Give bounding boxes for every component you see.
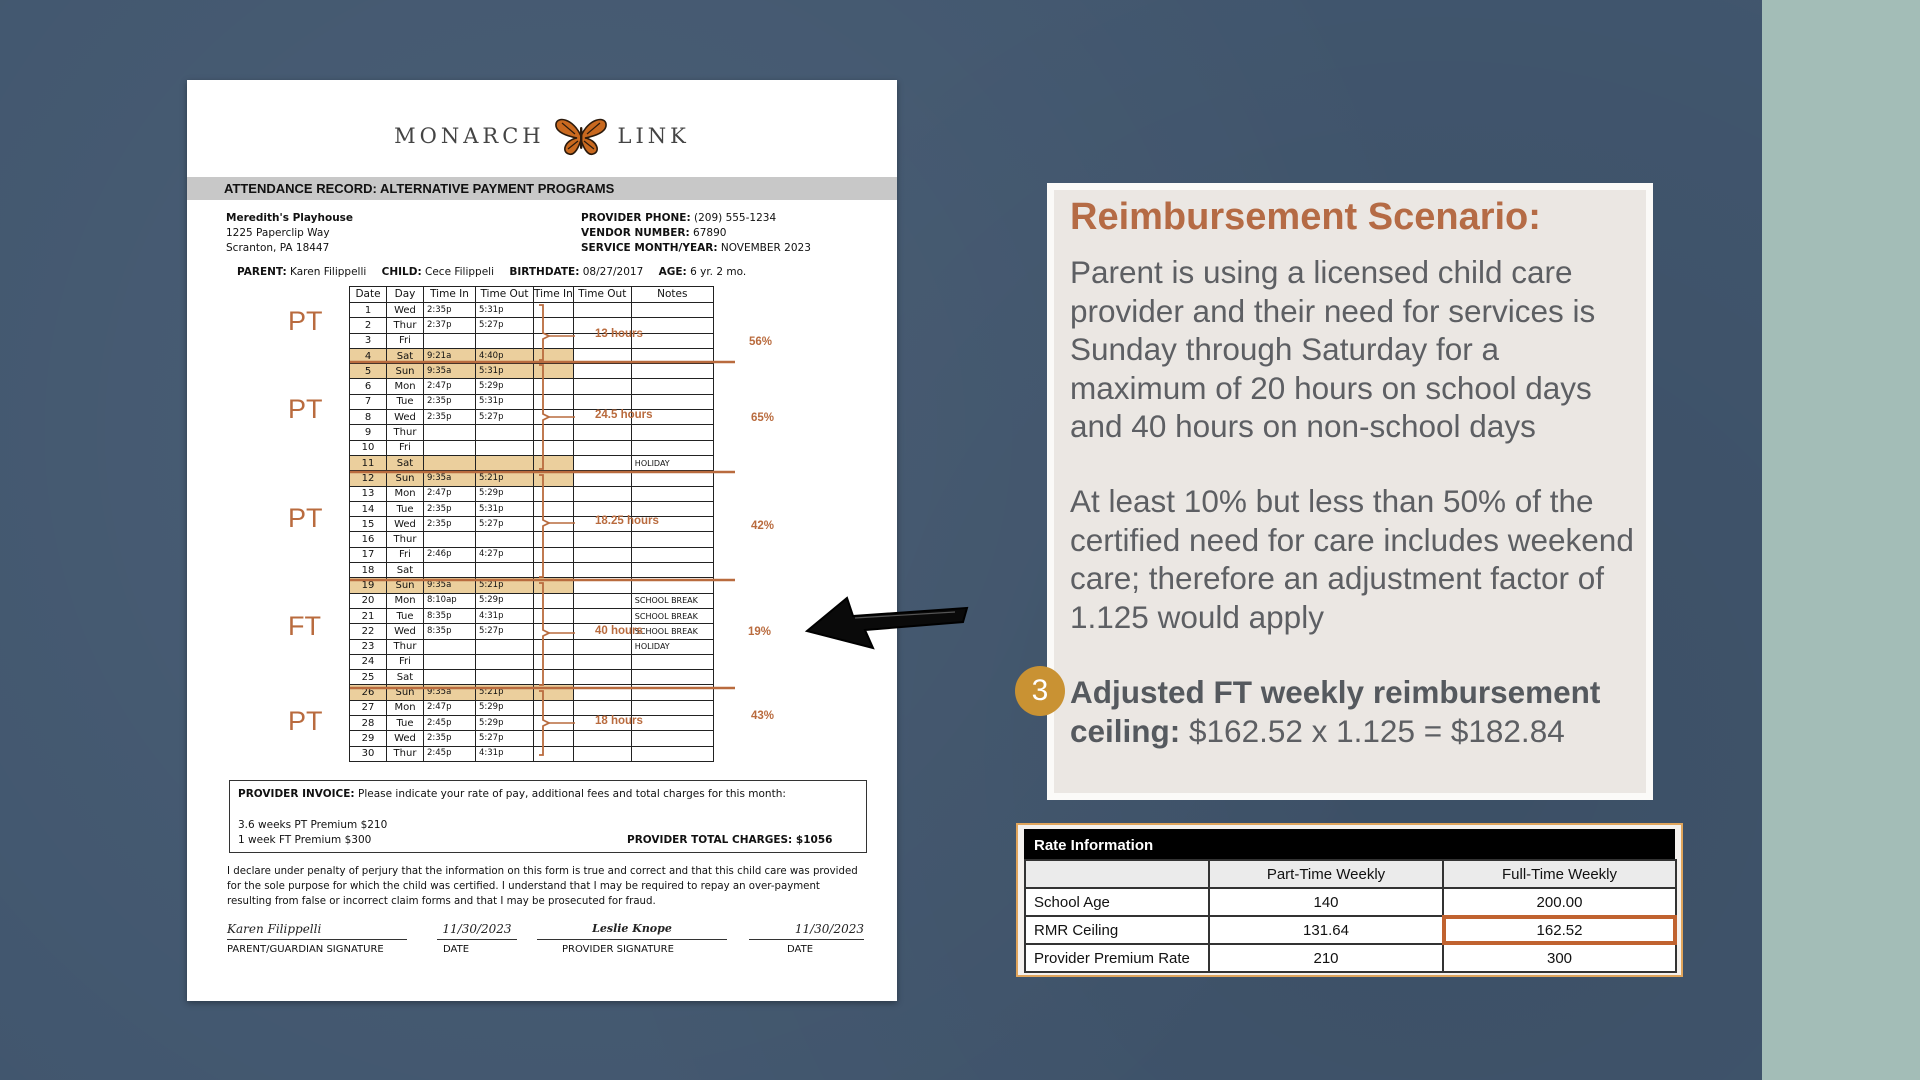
time-out-cell: 5:29p <box>476 486 534 501</box>
day-cell: Tue <box>387 394 424 409</box>
time-in-cell: 2:47p <box>424 486 476 501</box>
age: 6 yr. 2 mo. <box>690 266 747 278</box>
day-cell: Sun <box>387 685 424 700</box>
date-cell: 18 <box>350 563 387 578</box>
column-header-time-in-2: Time In <box>534 287 574 303</box>
parent-name: Karen Filippelli <box>290 266 367 278</box>
date-cell: 6 <box>350 379 387 394</box>
reimbursement-scenario-card <box>1054 190 1646 793</box>
rate-full-time-value: 200.00 <box>1443 888 1676 916</box>
weekend-percent-annotation: 65% <box>751 412 775 424</box>
time-in-cell: 9:21a <box>424 348 476 363</box>
vendor-label: VENDOR NUMBER: <box>581 227 690 239</box>
week-hours-annotation: 18.25 hours <box>595 515 659 527</box>
parent-signature-date: 11/30/2023 <box>437 922 517 940</box>
week-type-label: FT <box>288 611 321 641</box>
day-cell: Thur <box>387 318 424 333</box>
vendor-number: 67890 <box>693 227 727 239</box>
time-out-cell: 4:31p <box>476 746 534 761</box>
day-cell: Fri <box>387 654 424 669</box>
rate-full-time-value-highlighted: 162.52 <box>1443 916 1676 944</box>
time-in-cell: 9:35a <box>424 364 476 379</box>
date-cell: 11 <box>350 455 387 470</box>
date-cell: 17 <box>350 547 387 562</box>
time-out-cell: 5:31p <box>476 394 534 409</box>
week-bracket <box>539 691 549 755</box>
weekend-percent-annotation: 43% <box>751 710 775 722</box>
rate-row-label: Provider Premium Rate <box>1025 944 1209 972</box>
column-header-time-in: Time In <box>424 287 476 303</box>
day-cell: Thur <box>387 746 424 761</box>
date-cell: 9 <box>350 425 387 440</box>
time-in-cell: 9:35a <box>424 471 476 486</box>
day-cell: Sun <box>387 578 424 593</box>
day-cell: Thur <box>387 425 424 440</box>
rate-header-part-time: Part-Time Weekly <box>1209 860 1443 888</box>
date-cell: 21 <box>350 608 387 623</box>
time-out-cell: 5:27p <box>476 410 534 425</box>
column-header-time-out-2: Time Out <box>573 287 631 303</box>
week-type-label: PT <box>288 394 323 424</box>
time-out-cell: 5:31p <box>476 364 534 379</box>
provider-address-line1: 1225 Paperclip Way <box>226 227 330 239</box>
time-in-cell: 2:35p <box>424 410 476 425</box>
day-cell: Fri <box>387 440 424 455</box>
week-hours-annotation: 40 hours <box>595 625 643 637</box>
time-out-cell: 5:29p <box>476 593 534 608</box>
time-in-cell: 9:35a <box>424 685 476 700</box>
invoice-line-pt: 3.6 weeks PT Premium $210 <box>238 819 388 831</box>
child-name: Cece Filippeli <box>425 266 495 278</box>
time-in-cell: 2:35p <box>424 501 476 516</box>
day-cell: Wed <box>387 303 424 318</box>
birthdate-label: BIRTHDATE: <box>509 266 580 278</box>
invoice-instructions: Please indicate your rate of pay, additional fees and total charges for this month: <box>357 788 786 800</box>
time-out-cell: 5:29p <box>476 379 534 394</box>
column-header-date: Date <box>350 287 387 303</box>
date-cell: 26 <box>350 685 387 700</box>
day-cell: Wed <box>387 410 424 425</box>
time-in-cell: 8:35p <box>424 624 476 639</box>
notes-cell: SCHOOL BREAK <box>631 593 713 608</box>
rate-full-time-value: 300 <box>1443 944 1676 972</box>
week-bracket <box>539 583 549 685</box>
rate-part-time-value: 131.64 <box>1209 916 1443 944</box>
notes-cell: HOLIDAY <box>631 455 713 470</box>
time-out-cell: 5:21p <box>476 685 534 700</box>
rate-header-blank <box>1025 860 1209 888</box>
service-label: SERVICE MONTH/YEAR: <box>581 242 718 254</box>
time-out-cell: 4:31p <box>476 608 534 623</box>
time-in-cell: 2:35p <box>424 731 476 746</box>
ceiling-calculation: $162.52 x 1.125 = $182.84 <box>1180 712 1565 749</box>
rate-information-panel <box>1016 823 1683 977</box>
day-cell: Wed <box>387 731 424 746</box>
hour-pointers <box>549 336 575 723</box>
service-month-year: NOVEMBER 2023 <box>720 242 811 254</box>
date-cell: 10 <box>350 440 387 455</box>
phone-label: PROVIDER PHONE: <box>581 212 691 224</box>
step-number-badge: 3 <box>1015 666 1065 716</box>
time-in-cell: 2:35p <box>424 394 476 409</box>
invoice-line-ft: 1 week FT Premium $300 <box>238 834 372 846</box>
rate-part-time-value: 140 <box>1209 888 1443 916</box>
provider-invoice-box <box>229 780 867 853</box>
week-hours-annotation: 13 hours <box>595 328 643 340</box>
date-cell: 14 <box>350 501 387 516</box>
time-in-cell: 2:37p <box>424 318 476 333</box>
rate-table-header-row <box>1025 860 1676 888</box>
date-cell: 13 <box>350 486 387 501</box>
date-cell: 7 <box>350 394 387 409</box>
rate-header-full-time: Full-Time Weekly <box>1443 860 1676 888</box>
scenario-ceiling-text <box>1070 673 1640 750</box>
week-hours-annotation: 24.5 hours <box>595 409 653 421</box>
rate-row-provider-premium <box>1025 944 1676 972</box>
time-in-cell: 2:35p <box>424 303 476 318</box>
date-cell: 3 <box>350 333 387 348</box>
time-out-cell: 5:31p <box>476 303 534 318</box>
document-title: ATTENDANCE RECORD: ALTERNATIVE PAYMENT PROGRAMS <box>224 181 615 196</box>
date-cell: 1 <box>350 303 387 318</box>
day-cell: Mon <box>387 379 424 394</box>
provider-phone: (209) 555-1234 <box>694 212 777 224</box>
time-out-cell: 4:40p <box>476 348 534 363</box>
date-cell: 5 <box>350 364 387 379</box>
column-header-day: Day <box>387 287 424 303</box>
parent-label: PARENT: <box>237 266 287 278</box>
time-out-cell: 5:21p <box>476 471 534 486</box>
time-in-cell: 2:47p <box>424 379 476 394</box>
date-cell: 22 <box>350 624 387 639</box>
date-cell: 29 <box>350 731 387 746</box>
day-cell: Tue <box>387 608 424 623</box>
time-in-cell: 2:35p <box>424 517 476 532</box>
attendance-record-document <box>187 80 897 1001</box>
time-out-cell: 4:27p <box>476 547 534 562</box>
time-in-cell: 8:10ap <box>424 593 476 608</box>
rate-row-school-age <box>1025 888 1676 916</box>
age-label: AGE: <box>658 266 687 278</box>
time-out-cell: 5:21p <box>476 578 534 593</box>
time-out-cell: 5:27p <box>476 731 534 746</box>
day-cell: Fri <box>387 547 424 562</box>
child-label: CHILD: <box>381 266 422 278</box>
time-in-cell: 2:46p <box>424 547 476 562</box>
time-in-cell: 2:45p <box>424 716 476 731</box>
rate-table <box>1024 859 1677 973</box>
scenario-need-text: Parent is using a licensed child care provider and their need for services is Sunday through Saturday for a maximum of 20 hours on school days and 40 hours on non-school days <box>1070 254 1596 444</box>
day-cell: Wed <box>387 517 424 532</box>
logo-text-left: MONARCH <box>394 124 545 148</box>
time-out-cell: 5:29p <box>476 716 534 731</box>
day-cell: Thur <box>387 639 424 654</box>
weekend-percent-annotation: 19% <box>748 626 772 638</box>
day-cell: Sat <box>387 348 424 363</box>
week-type-label: PT <box>288 306 323 336</box>
rate-row-rmr-ceiling <box>1025 916 1676 944</box>
week-hours-annotation: 18 hours <box>595 715 643 727</box>
day-cell: Mon <box>387 593 424 608</box>
weekend-percent-annotation: 56% <box>749 336 773 348</box>
time-in-cell: 2:45p <box>424 746 476 761</box>
weekend-percent-annotation: 42% <box>751 520 775 532</box>
time-in-cell: 8:35p <box>424 608 476 623</box>
week-bracket <box>539 475 549 577</box>
notes-cell: HOLIDAY <box>631 639 713 654</box>
time-out-cell: 5:27p <box>476 624 534 639</box>
black-arrow-icon <box>795 590 975 670</box>
time-in-cell: 2:47p <box>424 700 476 715</box>
date-cell: 15 <box>350 517 387 532</box>
provider-name: Meredith's Playhouse <box>226 212 354 224</box>
rate-information-title: Rate Information <box>1034 837 1154 854</box>
column-header-time-out: Time Out <box>476 287 534 303</box>
provider-address-line2: Scranton, PA 18447 <box>226 242 330 254</box>
day-cell: Wed <box>387 624 424 639</box>
rate-information-header <box>1024 829 1675 859</box>
attendance-annotation-overlay <box>187 80 897 780</box>
birthdate: 08/27/2017 <box>582 266 644 278</box>
scenario-adjustment-text: At least 10% but less than 50% of the certified need for care includes weekend care; therefore an adjustment factor of 1.125 would apply <box>1070 483 1634 635</box>
day-cell: Mon <box>387 700 424 715</box>
date-cell: 12 <box>350 471 387 486</box>
logo-text-right: LINK <box>617 124 690 148</box>
date-cell: 27 <box>350 700 387 715</box>
week-bracket <box>539 365 549 469</box>
date-cell: 28 <box>350 716 387 731</box>
date-cell: 4 <box>350 348 387 363</box>
date-cell: 19 <box>350 578 387 593</box>
time-out-cell: 5:27p <box>476 318 534 333</box>
day-cell: Sun <box>387 471 424 486</box>
parent-signature: Karen Filippelli <box>227 922 407 940</box>
parent-signature-label: PARENT/GUARDIAN SIGNATURE <box>227 944 384 955</box>
date-cell: 24 <box>350 654 387 669</box>
day-cell: Thur <box>387 532 424 547</box>
rate-part-time-value: 210 <box>1209 944 1443 972</box>
day-cell: Tue <box>387 716 424 731</box>
week-type-label: PT <box>288 503 323 533</box>
decorative-side-strip <box>1762 0 1920 1080</box>
day-cell: Tue <box>387 501 424 516</box>
date-cell: 16 <box>350 532 387 547</box>
date-cell: 23 <box>350 639 387 654</box>
day-cell: Sat <box>387 455 424 470</box>
day-cell: Fri <box>387 333 424 348</box>
invoice-total: PROVIDER TOTAL CHARGES: $1056 <box>627 834 833 846</box>
date-cell: 30 <box>350 746 387 761</box>
date-cell: 8 <box>350 410 387 425</box>
provider-signature-date: 11/30/2023 <box>749 922 864 940</box>
time-out-cell: 5:27p <box>476 517 534 532</box>
week-bracket <box>539 305 549 360</box>
day-cell: Sat <box>387 670 424 685</box>
notes-cell: SCHOOL BREAK <box>631 624 713 639</box>
scenario-title: Reimbursement Scenario: <box>1070 196 1541 238</box>
notes-cell: SCHOOL BREAK <box>631 608 713 623</box>
rate-row-label: School Age <box>1025 888 1209 916</box>
column-header-notes: Notes <box>631 287 713 303</box>
perjury-declaration: I declare under penalty of perjury that the information on this form is true and correct and that this child care was provided for the sole purpose for which the child was certified. I understand that I may be required to repay an over-payment resulting from false or incorrect claim forms and that I may be prosecuted for fraud. <box>227 866 858 907</box>
time-out-cell: 5:31p <box>476 501 534 516</box>
week-type-label: PT <box>288 706 323 736</box>
date-cell: 20 <box>350 593 387 608</box>
day-cell: Sat <box>387 563 424 578</box>
time-in-cell: 9:35a <box>424 578 476 593</box>
provider-date-label: DATE <box>787 944 814 955</box>
ceiling-label: Adjusted FT weekly reimbursement ceiling: <box>1070 674 1601 749</box>
parent-date-label: DATE <box>443 944 470 955</box>
provider-signature: Leslie Knope <box>537 922 727 940</box>
date-cell: 25 <box>350 670 387 685</box>
provider-signature-label: PROVIDER SIGNATURE <box>562 944 674 955</box>
time-out-cell: 5:29p <box>476 700 534 715</box>
date-cell: 2 <box>350 318 387 333</box>
day-cell: Sun <box>387 364 424 379</box>
day-cell: Mon <box>387 486 424 501</box>
invoice-label: PROVIDER INVOICE: <box>238 788 355 800</box>
rate-row-label: RMR Ceiling <box>1025 916 1209 944</box>
